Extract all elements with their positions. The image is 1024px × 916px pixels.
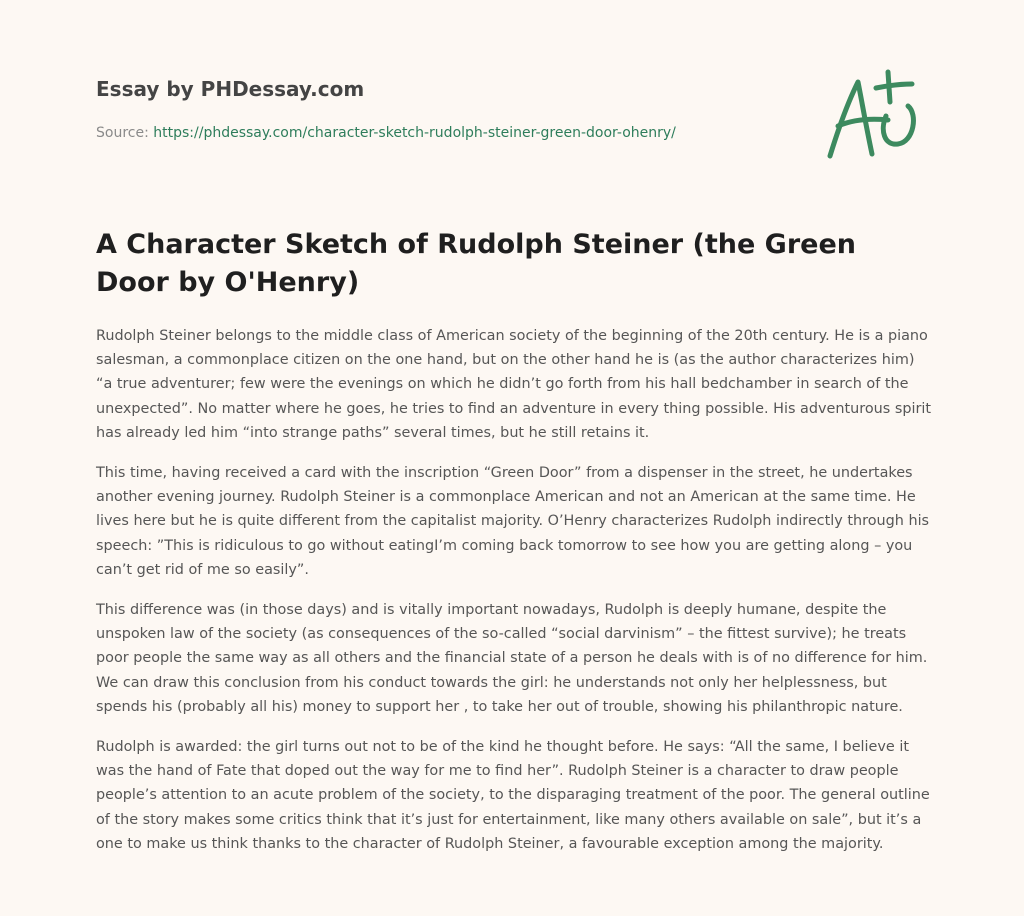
source-label: Source: xyxy=(96,125,154,141)
paragraph-1: Rudolph Steiner belongs to the middle class of American society of the beginning of the 20th century. He is a piano salesman, a commonplace citizen on the one hand, but on the other hand he is (as the author characterizes him) “a true adventurer; few were the evenings on which he didn’t go forth from his hall bedchamber in search of the unexpected”. No matter where he goes, he tries to find an adventure in every thing possible. His adventurous spirit has already led him “into strange paths” several times, but he still retains it. xyxy=(96,328,932,441)
site-brand: Essay by PHDessay.com xyxy=(96,77,365,101)
article-body xyxy=(96,324,932,872)
paragraph-4: Rudolph is awarded: the girl turns out not to be of the kind he thought before. He says: “All the same, I believe it was the hand of Fate that doped out the way for me to find her”. Rudolph Steiner is a character to draw people people’s attention to an acute problem of the society, to the disparaging treatment of the poor. The general outline of the story makes some critics think that it’s just for entertainment, like many others available on sale”, but it’s a one to make us think thanks to the character of Rudolph Steiner, a favourable exception among the majority. xyxy=(96,739,930,852)
paragraph-2: This time, having received a card with the inscription “Green Door” from a dispenser in the street, he undertakes another evening journey. Rudolph Steiner is a commonplace American and not an American at the same time. He lives here but he is quite different from the capitalist majority. O’Henry characterizes Rudolph indirectly through his speech: ”This is ridiculous to go without eatingI’m coming back tomorrow to see how you are getting along – you can’t get rid of me so easily”. xyxy=(96,465,930,578)
source-line xyxy=(96,125,676,141)
a-plus-grade-icon xyxy=(822,68,930,164)
article-title: A Character Sketch of Rudolph Steiner (the Green Door by O'Henry) xyxy=(96,229,857,298)
source-link[interactable]: https://phdessay.com/character-sketch-rudolph-steiner-green-door-ohenry/ xyxy=(153,125,676,141)
paragraph-3: This difference was (in those days) and is vitally important nowadays, Rudolph is deeply humane, despite the unspoken law of the society (as consequences of the so-called “social darvinism” – the fittest survive); he treats poor people the same way as all others and the financial state of a person he deals with is of no difference for him. We can draw this conclusion from his conduct towards the girl: he understands not only her helplessness, but spends his (probably all his) money to support her , to take her out of trouble, showing his philanthropic nature. xyxy=(96,602,928,715)
